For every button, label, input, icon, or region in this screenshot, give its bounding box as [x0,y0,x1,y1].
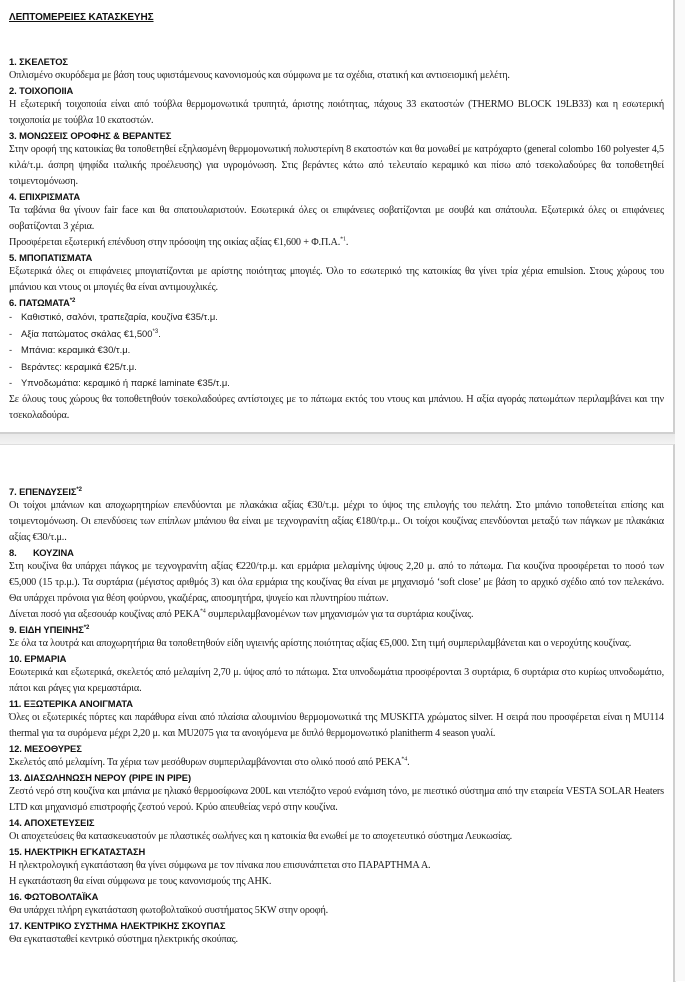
section-text-8: Στη κουζίνα θα υπάρχει πάγκος με τεχνογρανίτη αξίας €220/τρ.μ. και ερμάρια μελαμίνης ύψους 2,20 μ. από το πάτωμα. Για κουζίνα προσφέρεται το ποσό των €5,000 (15 τρ.μ.). Τα συρτάρια (μέγιστος αριθμός 3) και όλα ερμάρια της κουζίνας θα είναι με μηχανισμό ‘soft close’ με βάση το αρχικό σχέδιο από τον πελεκάνο. Θα υπάρχει πρόνοια για θέση φούρνου, γκαζιέρας, αποσμητήρα, ψυγείο και πλυντηρίου πιάτων. [9,561,664,604]
section-text-16: Θα υπάρχει πλήρη εγκατάσταση φωτοβολταϊκού συστήματος 5KW στην οροφή. [9,905,329,916]
list-item-text: Καθιστικό, σαλόνι, τραπεζαρία, κουζίνα €35/τ.μ. [21,311,218,322]
flooring-list-item [9,326,664,343]
list-item-text: Αξία πατώματος σκάλας €1,500 [21,327,153,339]
list-dash: - [9,360,13,372]
section-heading-7-label: 7. ΕΠΕΝΔΥΣΕΙΣ [9,486,77,497]
section-heading-9-label: 9. ΕΙΔΗ ΥΠΕΙΝΗΣ [9,624,84,635]
section-heading-14: 14. ΑΠΟΧΕΤΕΥΣΕΙΣ [9,817,95,828]
section-heading-2: 2. ΤΟΙΧΟΠΟΙΙΑ [9,85,74,96]
section-heading-4: 4. ΕΠΙΧΡΙΣΜΑΤΑ [9,191,80,202]
section-text-11: Όλες οι εξωτερικές πόρτες και παράθυρα είναι από πλαίσια αλουμινίου θερμομονωτικά της MUSKITA χρώματος silver. Η σειρά που προσφέρεται είναι η MU114 thermal για τα συρόμενα μέχρι 2,20 μ. και MU2075 για τα ανοιγόμενα με διπλό θερμομονωτικό planitherm 4 season γυαλί. [9,712,664,739]
flooring-list-item [9,375,664,392]
footnote-ref: *2 [76,486,82,493]
list-item-text: Υπνοδωμάτια: κεραμικό ή παρκέ laminate €35/τ.μ. [21,377,230,388]
section-text-1: Οπλισμένο σκυρόδεμα με βάση τους υφιστάμενους κανονισμούς και σύμφωνα με τα σχέδια, στατική και αντισεισμική μελέτη. [9,70,510,81]
viewer-right-margin [675,0,685,981]
facade-offer-text: Προσφέρεται εξωτερική επένδυση στην πρόσοψη της οικίας αξίας €1,600 + Φ.Π.Α. [9,237,341,248]
footnote-ref: *3 [152,328,159,335]
page-separator [0,434,675,444]
section-heading-9 [9,623,664,636]
footnote-ref: *4 [199,608,206,615]
document-page-2 [0,444,675,982]
section-heading-17: 17. ΚΕΝΤΡΙΚΟ ΣΥΣΤΗΜΑ ΗΛΕΚΤΡΙΚΗΣ ΣΚΟΥΠΑΣ [9,920,226,931]
list-dash: - [9,377,13,388]
section-text-9: Σε όλα τα λουτρά και αποχωρητήρια θα τοποθετηθούν είδη υγιεινής αρίστης ποιότητας αξίας €5,000. Στη τιμή συμπεριλαμβάνεται και ο νεροχύτης κουζίνας. [9,638,632,649]
section-heading-6-label: 6. ΠΑΤΩΜΑΤΑ [9,297,70,308]
list-dash: - [9,327,13,339]
section-heading-10: 10. ΕΡΜΑΡΙΑ [9,653,67,664]
section-text-7: Οι τοίχοι μπάνιων και αποχωρητηρίων επενδύονται με πλακάκια αξίας €30/τ.μ. μέχρι το ύψος της επιλογής του πελάτη. Στο μπάνιο τοποθετείται επίσης και τσιμεντομόνωση. Οι επενδύσεις των επίπλων μπάνιου θα είναι με τεχνογρανίτη αξίας €180/τρ.μ.. Οι τοίχοι κουζίνας επενδύονται μεταξύ των πάγκων με πλακάκια αξίας €30/τ.μ.. [9,500,664,543]
section-heading-12: 12. ΜΕΣΟΘΥΡΕΣ [9,743,82,754]
section-text-8-accessories [9,607,664,623]
section-heading-6 [9,296,664,309]
footnote-ref: *2 [83,624,90,631]
flooring-list-item [9,342,664,359]
section-heading-1: 1. ΣΚΕΛΕΤΟΣ [9,56,68,67]
facade-offer-end: . [345,237,349,248]
section-text-13: Ζεστό νερό στη κουζίνα και μπάνια με ηλιακό θερμοσίφωνα 200L και ντεπόζιτο νερού ενάμιση τόνο, με πιεστικό σύστημα από την εταιρεία VESTA SOLAR Heaters LTD και μηχανισμό επιστροφής ζεστού νερού. Κρύο απευθείας νερό στην κουζίνα. [9,786,664,813]
section-heading-8 [9,546,664,559]
section-heading-13: 13. ΔΙΑΣΩΛΗΝΩΣΗ ΝΕΡΟΥ (PIPE IN PIPE) [9,772,191,783]
document-title: ΛΕΠΤΟΜΕΡΕΙΕΣ ΚΑΤΑΣΚΕΥΗΣ [9,12,154,23]
flooring-list-item [9,359,664,376]
flooring-list-item [9,309,664,326]
section-heading-5: 5. ΜΠΟΠΑΤΙΣΜΑΤΑ [9,252,93,263]
interior-doors-text-end: . [407,757,410,768]
footnote-ref: *1 [340,236,346,243]
list-item-end: . [158,327,161,339]
list-dash: - [9,344,13,355]
section-number: 8. [9,547,17,558]
section-text-15-ahk: Η εγκατάσταση θα είναι σύμφωνα με τους κανονισμούς της ΑΗΚ. [9,876,272,887]
section-heading-15: 15. ΗΛΕΚΤΡΙΚΗ ΕΓΚΑΤΑΣΤΑΣΗ [9,846,146,857]
section-heading-16: 16. ΦΩΤΟΒΟΛΤΑΪΚΑ [9,891,99,902]
section-heading-7 [9,485,664,498]
section-text-10: Εσωτερικά και εξωτερικά, σκελετός από μελαμίνη 2,70 μ. ύψος από το πάτωμα. Στα υπνοδωμάτια προσφέρονται 3 συρτάρια, 6 συρτάρια στο κυρίως υπνοδωμάτιο, πάτοι και ράγες για κρεμαστάρια. [9,667,664,694]
section-text-17: Θα εγκατασταθεί κεντρικό σύστημα ηλεκτρικής σκούπας. [9,934,238,945]
list-item-text: Βεράντες: κεραμικά €25/τ.μ. [21,360,137,372]
section-text-4-facade [9,235,664,251]
section-text-3: Στην οροφή της κατοικίας θα τοποθετηθεί εξηλασμένη θερμομονωτική πολυστερίνη 8 εκατοστών και θα μονωθεί με κατρόχαρτο (general colombo 160 polyester 4,5 κιλά/τ.μ. άσπρη ψηφίδα ιταλικής προέλευσης) για υγρομόνωση. Στις βεράντες κάτω από τελευταίο κεραμικό και πίσω από τσεκολαδούρες θα τοποθετηθεί τσιμεντομόνωση. [9,144,664,187]
document-page-1 [0,0,675,434]
page-1-content [9,12,664,424]
page-2-content [9,485,664,948]
section-text-2: Η εξωτερική τοιχοποιία είναι από τούβλα θερμομονωτικά τρυπητά, άριστης ποιότητας, πάχους 33 εκατοστών (THERMO BLOCK 19LB33) και η εσωτερική τοιχοποιία με τούβλα 10 εκατοστών. [9,99,664,126]
footnote-ref: *4 [401,756,408,763]
section-heading-3: 3. ΜΟΝΩΣΕΙΣ ΟΡΟΦΗΣ & ΒΕΡΑΝΤΕΣ [9,130,172,141]
section-text-14: Οι αποχετεύσεις θα κατασκευαστούν με πλαστικές σωλήνες και η κατοικία θα ενωθεί με το αποχετευτικό σύστημα Λευκωσίας. [9,831,513,842]
section-text-12 [9,755,664,771]
list-dash: - [9,311,13,322]
section-text-4: Τα ταβάνια θα γίνουν fair face και θα σπατουλαριστούν. Εσωτερικά όλες οι επιφάνειες σοβατίζονται με σουβά και σπάτουλα. Εξωτερικά όλες οι επιφάνειες σοβατίζονται 3 χέρια. [9,205,664,232]
footnote-ref: *2 [69,297,76,304]
section-text-5: Εξωτερικά όλες οι επιφάνειες μπογιατίζονται με αρίστης ποιότητας μπογιές. Όλο το εσωτερικό της κατοικίας θα γίνει τρία χέρια emulsion. Στους χώρους του μπάνιου και ντους οι μπογιές θα είναι αντιμουχλικές. [9,266,664,293]
section-heading-11: 11. ΕΞΩΤΕΡΙΚΑ ΑΝΟΙΓΜΑΤΑ [9,698,133,709]
section-text-15: Η ηλεκτρολογική εγκατάσταση θα γίνει σύμφωνα με τον πίνακα που επισυνάπτεται στο ΠΑΡΑΡΤΗΜΑ Α. [9,860,431,871]
accessories-text-end: συμπεριλαμβανομένων των μηχανισμών για τα συρτάρια κουζίνας. [205,609,474,620]
interior-doors-text: Σκελετός από μελαμίνη. Τα χέρια των μεσόθυρων συμπεριλαμβάνονται στο ολικό ποσό από ΡΕΚΑ [9,757,402,768]
accessories-text: Δίνεται ποσό για αξεσουάρ κουζίνας από ΡΕΚΑ [9,609,200,620]
section-heading-8-label: ΚΟΥΖΙΝΑ [33,547,74,558]
section-text-6: Σε όλους τους χώρους θα τοποθετηθούν τσεκολαδούρες αντίστοιχες με το πάτωμα εκτός του ντους και μπάνιου. Η αξία αγοράς πατωμάτων περιλαμβάνει και την τσεκολαδούρα. [9,393,664,421]
list-item-text: Μπάνια: κεραμικά €30/τ.μ. [21,344,131,355]
